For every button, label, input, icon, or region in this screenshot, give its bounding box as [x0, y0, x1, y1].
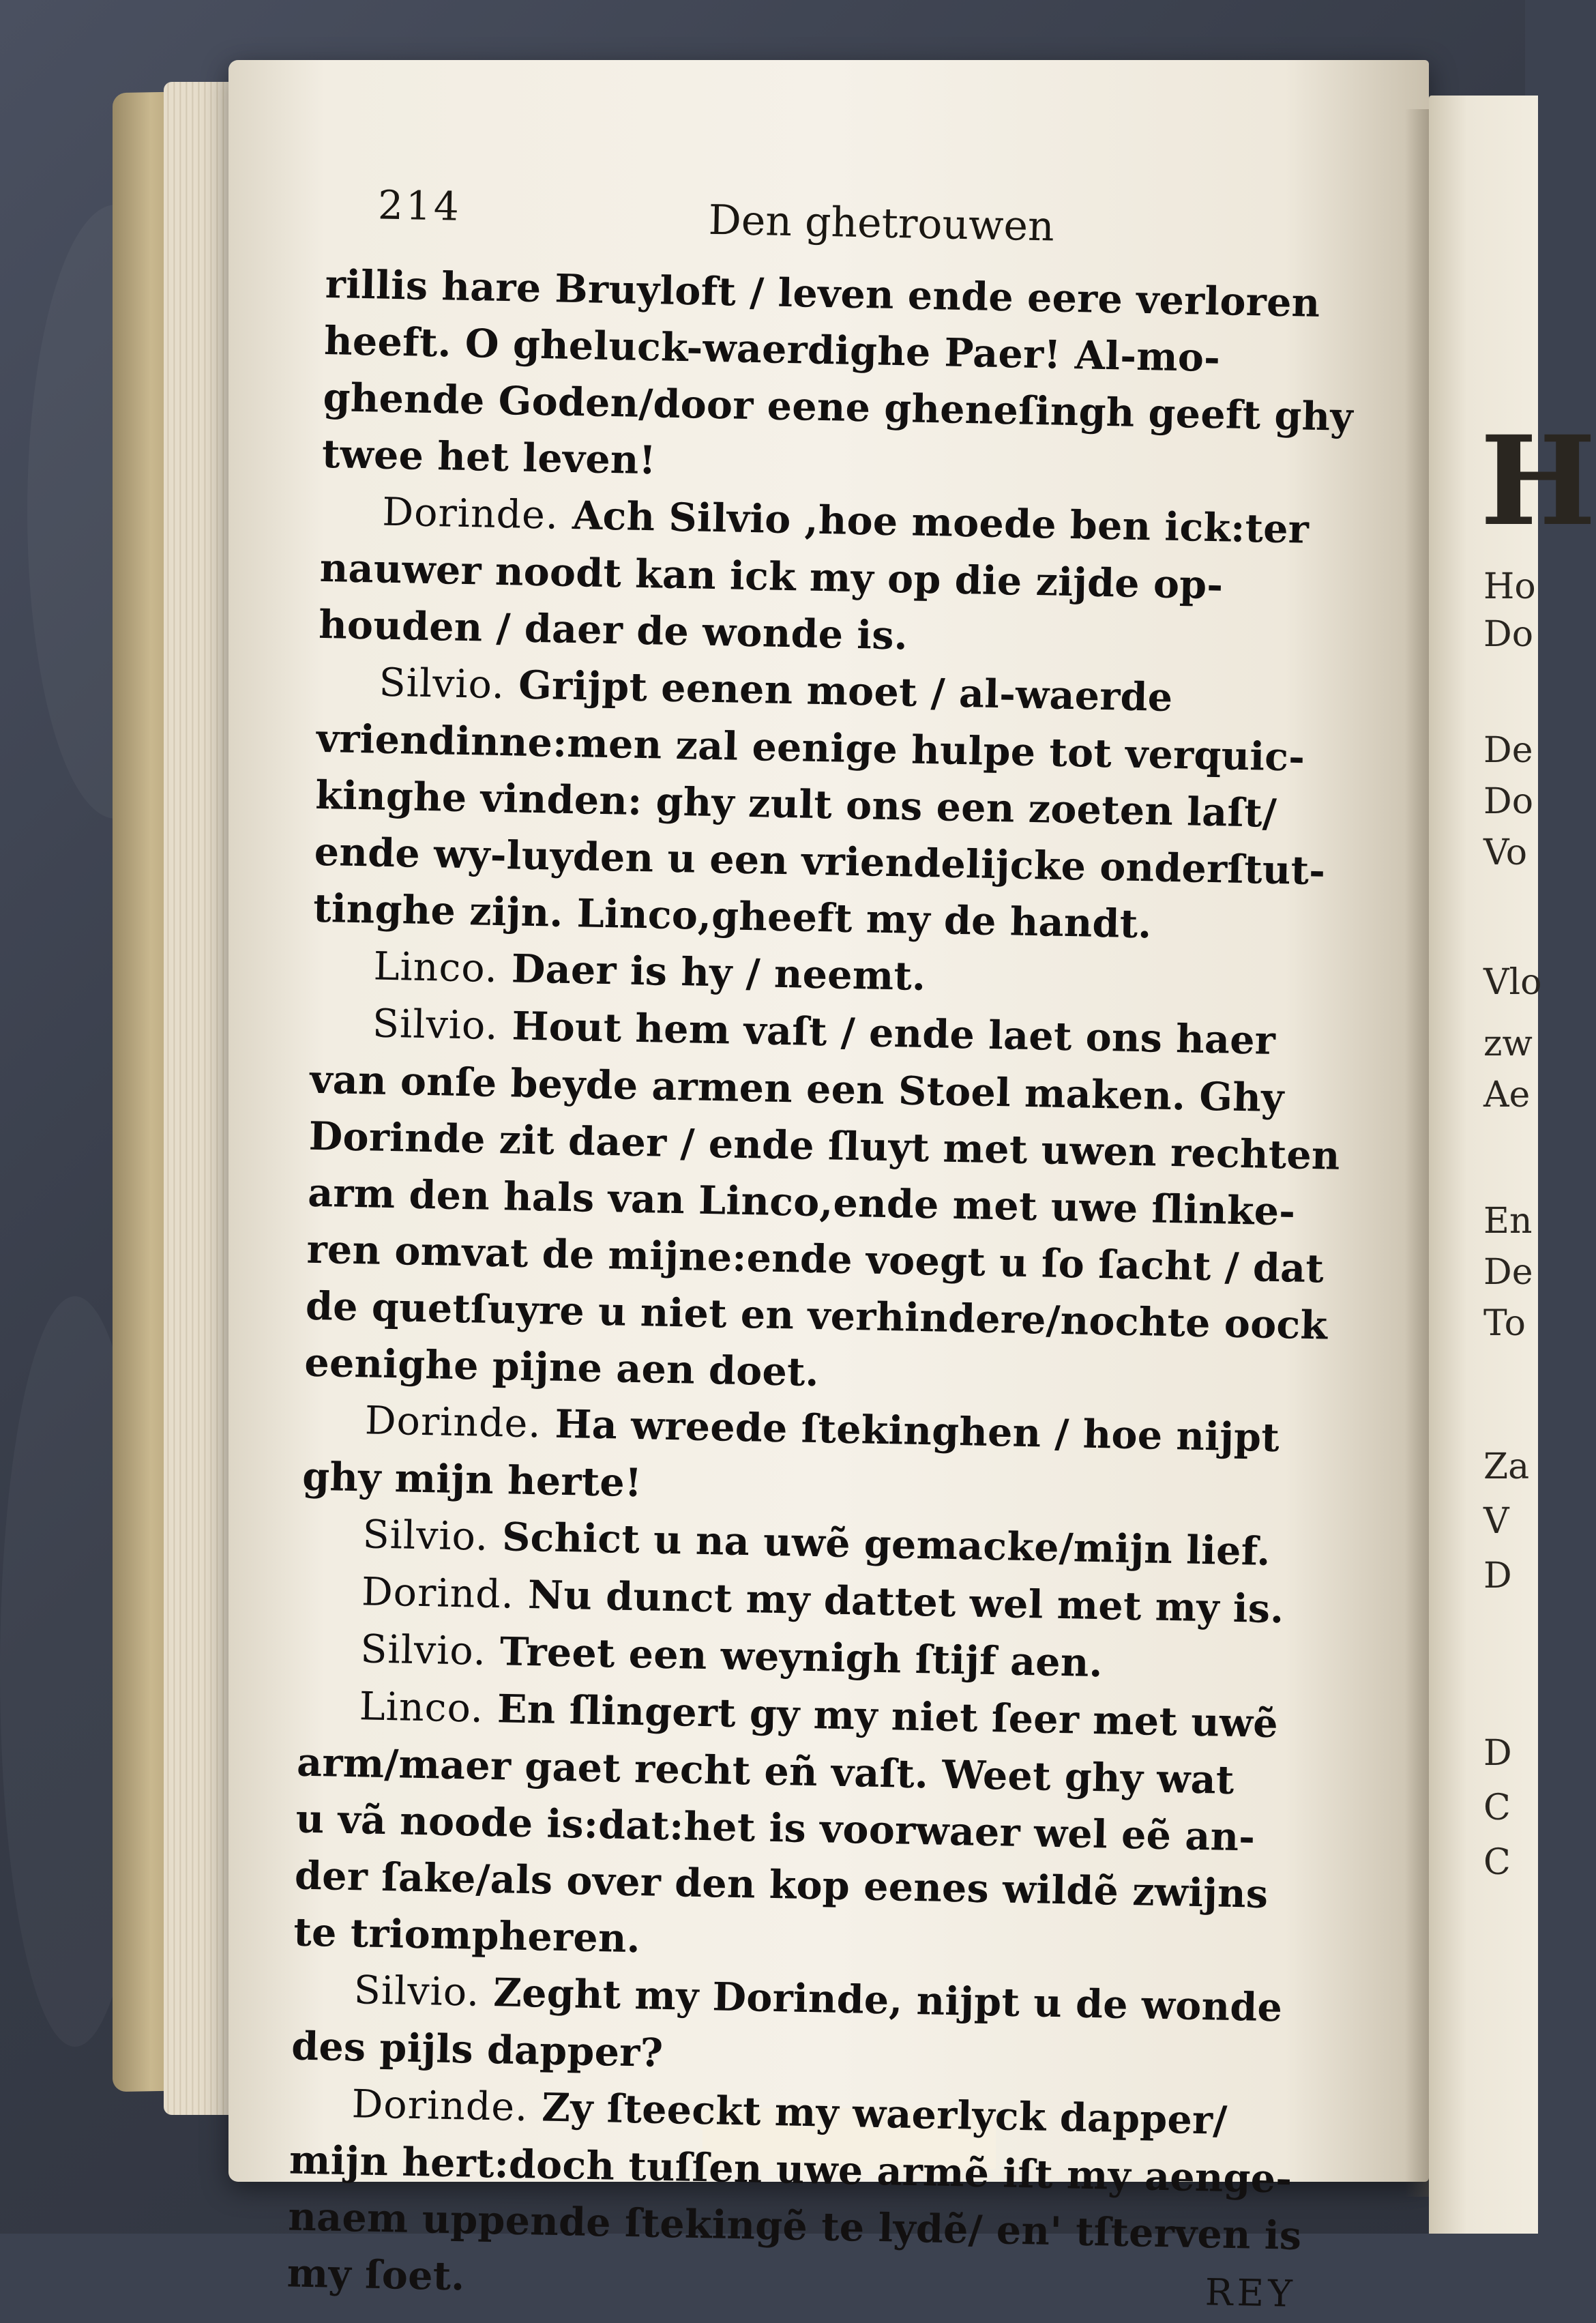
- line-text: te triompheren.: [293, 1909, 641, 1962]
- catchword: REY: [1205, 2270, 1297, 2315]
- facing-fragment: Vlo: [1483, 962, 1542, 1003]
- line-text: arm/maer gaet recht eñ vaſt. Weet ghy wat: [296, 1739, 1235, 1803]
- line-text: naem uppende ſtekingẽ te lydẽ/ en' tſterven is: [287, 2193, 1302, 2259]
- speaker-name: Linco.: [359, 1684, 484, 1732]
- line-text: mijn hert:doch tuſſen uwe armẽ iſt my aenge-: [289, 2137, 1292, 2202]
- line-text: de quetſuyre u niet en verhindere/nochte oock: [305, 1283, 1328, 1349]
- line-text: Dorinde zit daer / ende ſluyt met uwen rechten: [308, 1113, 1341, 1179]
- facing-fragment: C: [1483, 1842, 1511, 1883]
- page-text: [286, 174, 1378, 2322]
- line-text: van onſe beyde armen een Stoel maken. Ghy: [309, 1056, 1285, 1122]
- facing-fragment: zw: [1483, 1023, 1533, 1064]
- speaker-name: Dorinde.: [364, 1398, 542, 1447]
- facing-fragment: Vo: [1483, 832, 1528, 873]
- line-text: En ſlingert gy my niet ſeer met uwẽ: [497, 1686, 1279, 1747]
- line-text: Zeght my Dorinde, nijpt u de wonde: [492, 1970, 1283, 2031]
- line-text: tinghe zijn. Linco,gheeft my de handt.: [312, 885, 1153, 948]
- speaker-name: Dorinde.: [381, 489, 559, 538]
- facing-fragment: C: [1483, 1787, 1511, 1828]
- speaker-name: Silvio.: [372, 1001, 499, 1049]
- facing-fragment: H: [1480, 409, 1596, 553]
- line-text: u vã noode is:dat:het is voorwaer wel eẽ an-: [295, 1796, 1256, 1860]
- line-text: kinghe vinden: ghy zult ons een zoeten laſt/: [314, 772, 1277, 836]
- line-text: ren omvat de mijne:ende voegt u ſo ſacht / dat: [306, 1226, 1325, 1292]
- facing-fragment: D: [1483, 1733, 1512, 1774]
- line-text: nauwer noodt kan ick my op die zijde op-: [319, 544, 1224, 609]
- line-text: vriendinne:men zal eenige hulpe tot verquic-: [316, 715, 1305, 780]
- facing-fragment: To: [1483, 1303, 1526, 1344]
- line-text: Ach Silvio ,hoe moede ben ick:ter: [572, 492, 1310, 553]
- line-text: Treet een weynigh ſtijf aen.: [499, 1628, 1104, 1686]
- line-text: my ſoet.: [286, 2250, 466, 2300]
- facing-fragment: En: [1483, 1201, 1533, 1242]
- speaker-name: Silvio.: [353, 1968, 480, 2015]
- line-text: heeft. O gheluck-waerdighe Paer! Al-mo-: [323, 317, 1221, 381]
- page-number: 214: [377, 181, 462, 230]
- speaker-name: Dorind.: [361, 1569, 515, 1618]
- line-text: ghende Goden/door eene gheneſingh geeft ghy: [323, 374, 1354, 440]
- line-text: Zy ſteeckt my waerlyck dapper/: [541, 2084, 1228, 2144]
- line-text: eenighe pijne aen doet.: [304, 1339, 820, 1396]
- facing-fragment: Do: [1483, 614, 1533, 655]
- line-text: Nu dunct my dattet wel met my is.: [527, 1572, 1284, 1633]
- line-text: Grijpt eenen moet / al-waerde: [518, 662, 1174, 720]
- line-text: Daer is hy / neemt.: [511, 946, 926, 1000]
- speaker-name: Silvio.: [362, 1512, 489, 1560]
- line-text: houden / daer de wonde is.: [318, 601, 908, 659]
- facing-page: [1429, 96, 1596, 2234]
- facing-fragment: Do: [1483, 781, 1533, 822]
- line-text: ghy mijn herte!: [301, 1453, 642, 1506]
- facing-fragment: D: [1483, 1555, 1512, 1596]
- facing-fragment: De: [1483, 1252, 1533, 1293]
- line-text: Hout hem vaſt / ende laet ons haer: [511, 1003, 1276, 1064]
- facing-fragment: Ho: [1483, 566, 1536, 607]
- text-lines: [286, 256, 1376, 2322]
- line-text: Ha wreede ſtekinghen / hoe nijpt: [554, 1401, 1280, 1461]
- line-text: arm den hals van Linco,ende met uwe ſlinke-: [307, 1169, 1296, 1235]
- speaker-name: Silvio.: [359, 1626, 487, 1674]
- line-text: rillis hare Bruyloft / leven ende eere verloren: [325, 261, 1321, 326]
- facing-fragment: Za: [1483, 1446, 1530, 1487]
- speaker-name: Dorinde.: [351, 2081, 529, 2131]
- facing-fragment: Ae: [1483, 1075, 1531, 1115]
- line-text: ende wy-luyden u een vriendelijcke onderſtut-: [314, 828, 1326, 894]
- line-text: der ſake/als over den kop eenes wildẽ zwijns: [294, 1852, 1269, 1917]
- facing-fragment: De: [1483, 730, 1533, 771]
- speaker-name: Linco.: [373, 944, 499, 992]
- facing-fragment: V: [1483, 1501, 1509, 1542]
- speaker-name: Silvio.: [379, 660, 505, 708]
- line-text: des pijls dapper?: [291, 2023, 664, 2076]
- running-title: Den ghetrouwen: [708, 196, 1055, 251]
- line-text: Schict u na uwẽ gemacke/mijn lief.: [501, 1514, 1271, 1575]
- line-text: twee het leven!: [321, 430, 657, 484]
